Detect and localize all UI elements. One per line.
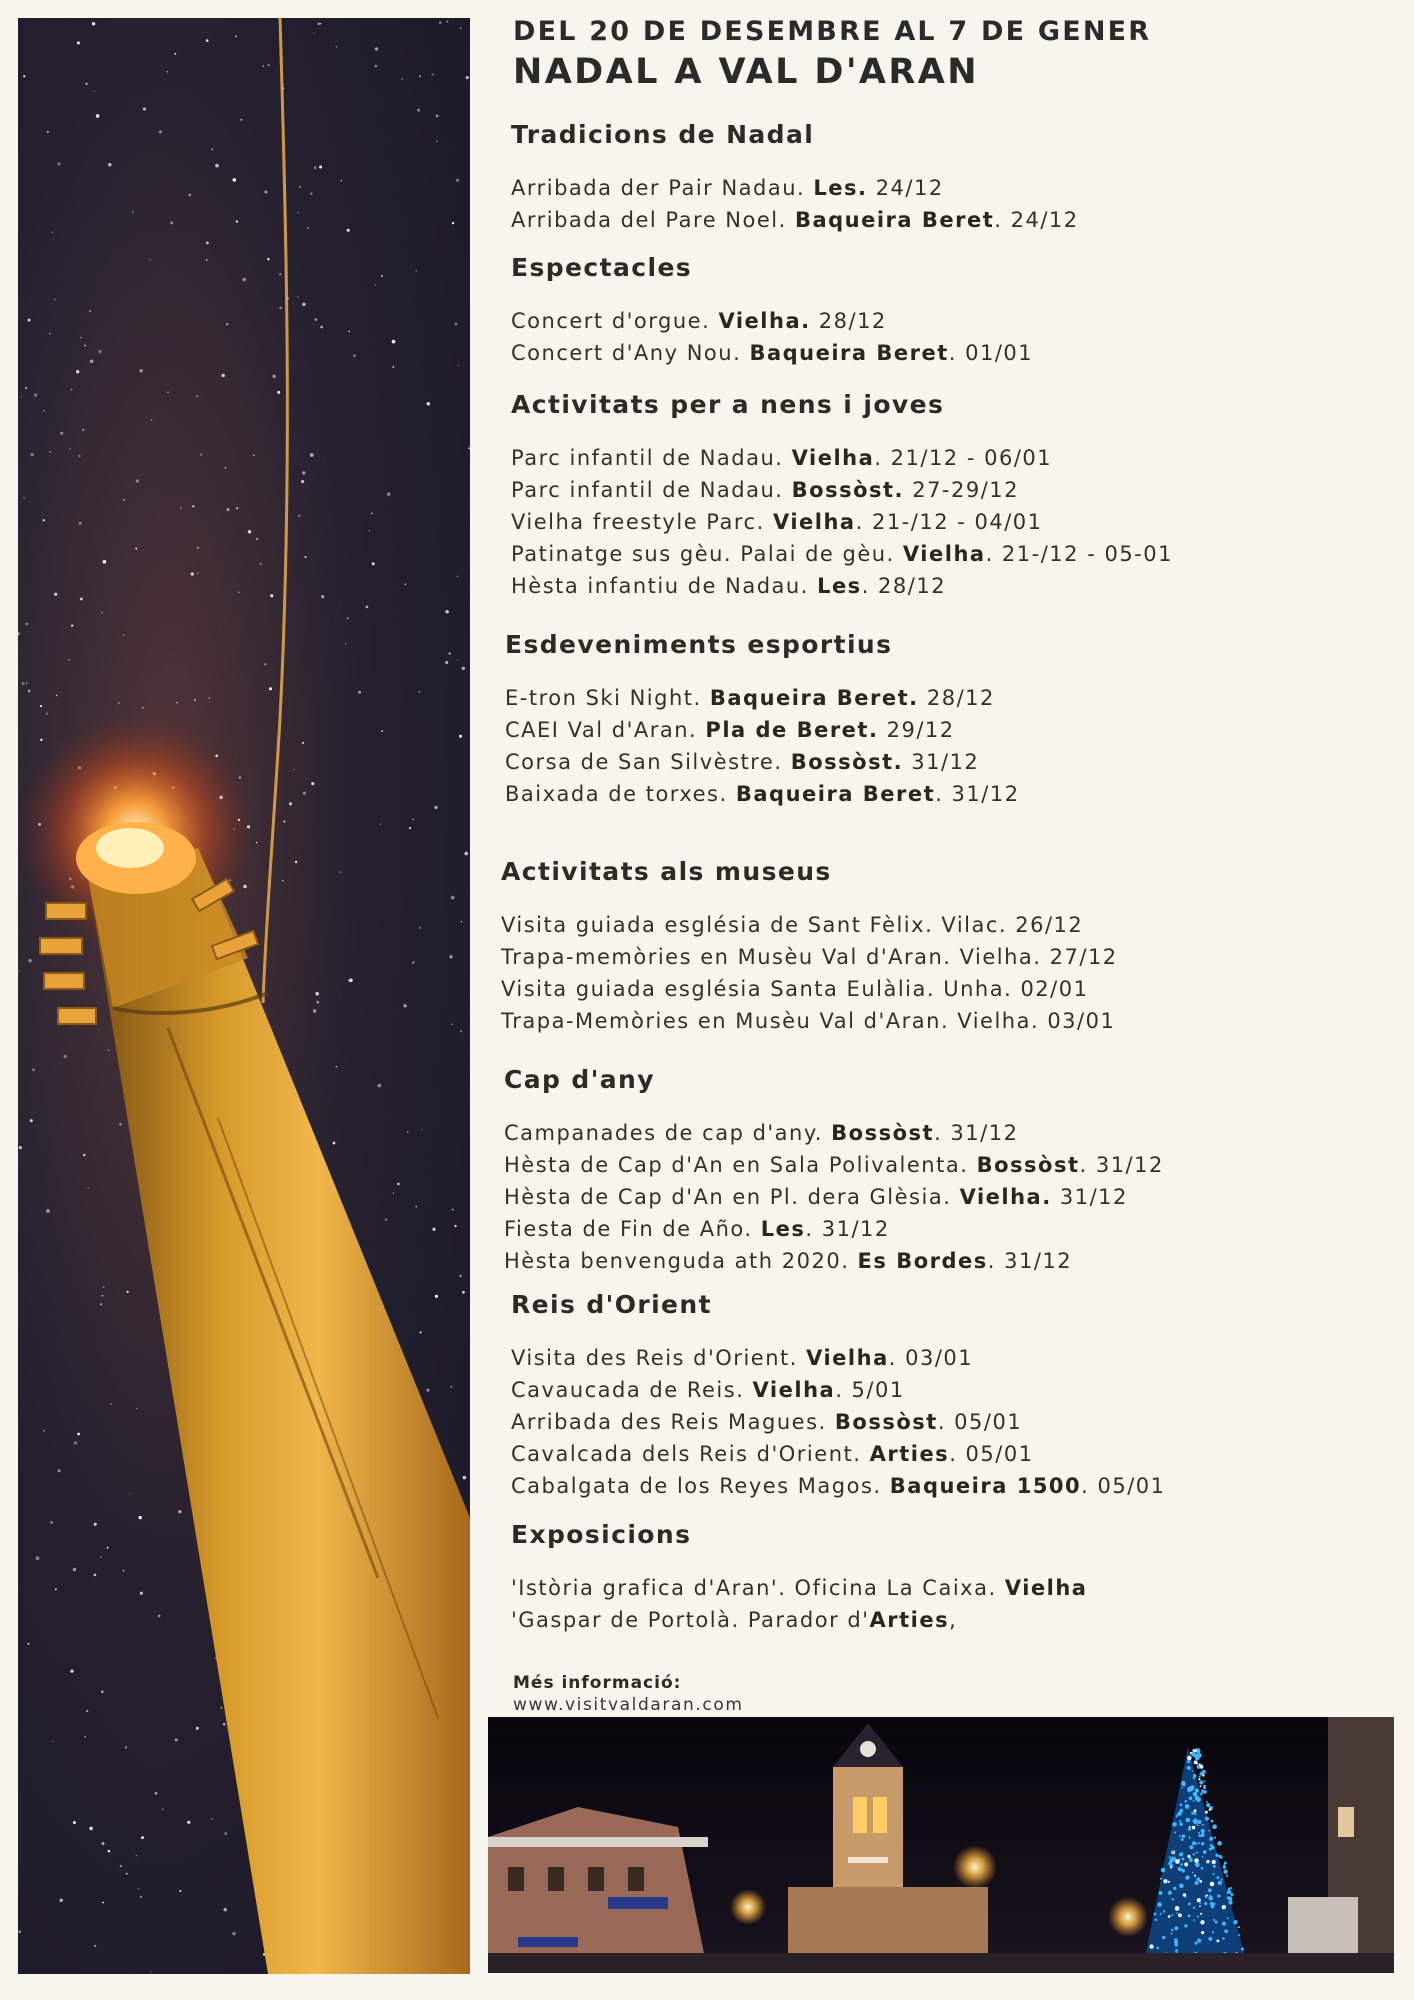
tree-light <box>1189 1845 1193 1849</box>
tree-light <box>1194 1881 1198 1885</box>
town-square-christmas-tree-photo <box>488 1717 1394 1973</box>
tree-light <box>1241 1947 1244 1950</box>
section-heading: Activitats per a nens i joves <box>511 390 945 419</box>
tree-light <box>1218 1855 1222 1859</box>
tree-light <box>1196 1877 1200 1881</box>
tree-light <box>1195 1795 1199 1799</box>
star <box>138 1888 139 1889</box>
tree-light <box>1179 1852 1183 1856</box>
star <box>223 1723 226 1726</box>
tree-light <box>1195 1862 1200 1867</box>
tree-light <box>1178 1867 1182 1871</box>
tree-light <box>1213 1873 1215 1875</box>
section-esportius <box>505 630 1365 810</box>
tree-light <box>1222 1922 1226 1926</box>
tree-light <box>1175 1859 1180 1864</box>
tree-light <box>1233 1920 1237 1924</box>
tree-light <box>1220 1879 1222 1881</box>
tree-light <box>1181 1782 1185 1786</box>
tree-light <box>1203 1786 1206 1789</box>
tree-light <box>1173 1887 1176 1890</box>
tree-light <box>1197 1938 1201 1942</box>
tree-light <box>1181 1838 1184 1841</box>
star <box>126 1873 128 1875</box>
section-exposicions <box>511 1520 1371 1636</box>
tree-light <box>1200 1792 1203 1795</box>
tree-light <box>1189 1857 1192 1860</box>
star <box>140 1896 142 1898</box>
tree-light <box>1213 1919 1215 1921</box>
tree-light <box>1210 1882 1214 1886</box>
event-item: Hèsta de Cap d'An en Pl. dera Glèsia. Vielha. 31/12 <box>504 1185 1128 1209</box>
tree-light <box>1188 1914 1191 1917</box>
tree-light <box>1194 1761 1198 1765</box>
tree-light <box>1200 1765 1204 1769</box>
event-item: Trapa-Memòries en Musèu Val d'Aran. Vielha. 03/01 <box>501 1009 1116 1033</box>
tree-light <box>1185 1896 1187 1898</box>
tree-light <box>1201 1867 1204 1870</box>
tree-light <box>1170 1866 1172 1868</box>
tree-light <box>1223 1870 1227 1874</box>
tree-light <box>1195 1942 1198 1945</box>
tree-light <box>1198 1842 1200 1844</box>
star <box>101 1842 104 1845</box>
tree-light <box>1199 1776 1201 1778</box>
tree-light <box>1175 1949 1178 1952</box>
tree-light <box>1171 1929 1173 1931</box>
star <box>108 1850 111 1853</box>
tree-light <box>1199 1780 1203 1784</box>
more-info <box>513 1672 744 1716</box>
town-illustration <box>488 1717 1394 1973</box>
star <box>223 1908 227 1912</box>
event-item: Concert d'orgue. Vielha. 28/12 <box>511 309 887 333</box>
tree-light <box>1200 1785 1202 1787</box>
tree-light <box>1227 1917 1229 1919</box>
event-item: Campanades de cap d'any. Bossòst. 31/12 <box>504 1121 1019 1145</box>
tree-light <box>1203 1850 1207 1854</box>
tree-light <box>1181 1869 1185 1873</box>
event-item: 'Istòria grafica d'Aran'. Oficina La Caixa. Vielha <box>511 1576 1088 1600</box>
tree-light <box>1191 1770 1193 1772</box>
tree-light <box>1196 1852 1198 1854</box>
tree-light <box>1216 1939 1219 1942</box>
tree-light <box>1182 1834 1186 1838</box>
tree-light <box>1210 1902 1214 1906</box>
tree-light <box>1172 1898 1174 1900</box>
tree-light <box>1230 1893 1233 1896</box>
tree-light <box>1162 1936 1166 1940</box>
tree-light <box>1230 1887 1232 1889</box>
tree-light <box>1212 1824 1217 1829</box>
tree-light <box>1187 1756 1192 1761</box>
tree-light <box>1179 1822 1183 1826</box>
tree-light <box>1209 1894 1211 1896</box>
tree-light <box>1160 1878 1162 1880</box>
tree-light <box>1238 1926 1240 1928</box>
star <box>59 1899 62 1902</box>
tree-light <box>1200 1913 1202 1915</box>
tree-light <box>1214 1837 1216 1839</box>
tree-light <box>1154 1913 1157 1916</box>
tree-light <box>1192 1872 1194 1874</box>
section-museus <box>501 857 1361 1037</box>
tree-light <box>1155 1919 1158 1922</box>
tree-light <box>1206 1894 1208 1896</box>
tree-light <box>1217 1841 1222 1846</box>
tree-light <box>1163 1879 1167 1883</box>
tree-light <box>1179 1835 1181 1837</box>
star <box>141 1836 144 1839</box>
tree-light <box>1197 1820 1201 1824</box>
star <box>224 1832 227 1835</box>
tree-light <box>1208 1896 1213 1901</box>
tree-light <box>1195 1788 1199 1792</box>
tree-light <box>1189 1826 1191 1828</box>
more-info-label: Més informació: <box>513 1673 682 1693</box>
event-item: Baixada de torxes. Baqueira Beret. 31/12 <box>505 782 1020 806</box>
tree-light <box>1189 1796 1193 1800</box>
tree-light <box>1193 1853 1195 1855</box>
tree-light <box>1222 1905 1226 1909</box>
tree-light <box>1171 1856 1173 1858</box>
event-item: Parc infantil de Nadau. Vielha. 21/12 - 06/01 <box>511 446 1053 470</box>
tree-light <box>1224 1929 1228 1933</box>
tree-light <box>1180 1803 1183 1806</box>
event-item: Parc infantil de Nadau. Bossòst. 27-29/12 <box>511 478 1020 502</box>
tree-light <box>1200 1920 1204 1924</box>
tree-light <box>1201 1842 1204 1845</box>
tree-light <box>1202 1856 1204 1858</box>
tree-light <box>1204 1902 1207 1905</box>
tree-light <box>1179 1884 1184 1889</box>
star <box>179 1890 181 1892</box>
section-heading: Activitats als museus <box>501 857 832 886</box>
tree-light <box>1194 1819 1197 1822</box>
star <box>187 1821 190 1824</box>
tree-light <box>1194 1809 1197 1812</box>
tree-light <box>1209 1838 1212 1841</box>
star <box>196 1727 199 1730</box>
star <box>211 1818 213 1820</box>
tree-light <box>1199 1905 1201 1907</box>
tree-light <box>1238 1934 1240 1936</box>
tree-light <box>1161 1868 1166 1873</box>
tree-light <box>1193 1777 1195 1779</box>
tree-light <box>1193 1774 1197 1778</box>
tree-light <box>1211 1820 1214 1823</box>
tree-light <box>1216 1876 1219 1879</box>
star <box>73 1821 76 1824</box>
event-item: Concert d'Any Nou. Baqueira Beret. 01/01 <box>511 341 1034 365</box>
star <box>94 1945 96 1947</box>
section-heading: Tradicions de Nadal <box>511 120 815 149</box>
tree-light <box>1168 1915 1171 1918</box>
tree-light <box>1174 1926 1178 1930</box>
event-item: Arribada der Pair Nadau. Les. 24/12 <box>511 176 944 200</box>
tree-light <box>1203 1790 1207 1794</box>
event-item: Hèsta de Cap d'An en Sala Polivalenta. Bossòst. 31/12 <box>504 1153 1164 1177</box>
star <box>162 1808 164 1810</box>
tree-light <box>1184 1924 1187 1927</box>
event-item: Fiesta de Fin de Año. Les. 31/12 <box>504 1217 890 1241</box>
section-tradicions <box>511 120 1371 236</box>
tree-light <box>1208 1830 1210 1832</box>
tree-light <box>1171 1932 1173 1934</box>
tree-light <box>1212 1860 1216 1864</box>
tree-light <box>1209 1809 1211 1811</box>
tree-light <box>1202 1824 1204 1826</box>
tree-light <box>1212 1931 1214 1933</box>
tree-light <box>1190 1785 1194 1789</box>
tree-light <box>1199 1763 1201 1765</box>
tree-light <box>1197 1916 1199 1918</box>
tree-light <box>1205 1811 1208 1814</box>
tree-light <box>1168 1891 1172 1895</box>
tree-light <box>1199 1772 1202 1775</box>
tree-light <box>1178 1812 1182 1816</box>
tree-light <box>1185 1800 1188 1803</box>
tree-light <box>1179 1858 1181 1860</box>
event-item: Cavalcada dels Reis d'Orient. Arties. 05/01 <box>511 1442 1034 1466</box>
tree-light <box>1215 1920 1218 1923</box>
tree-light <box>1188 1902 1190 1904</box>
event-item: Trapa-memòries en Musèu Val d'Aran. Vielha. 27/12 <box>501 945 1118 969</box>
section-heading: Reis d'Orient <box>511 1290 712 1319</box>
event-item: Cabalgata de los Reyes Magos. Baqueira 1500. 05/01 <box>511 1474 1166 1498</box>
tree-light <box>1229 1900 1233 1904</box>
event-item: Corsa de San Silvèstre. Bossòst. 31/12 <box>505 750 980 774</box>
star <box>136 1855 138 1857</box>
section-heading: Espectacles <box>511 253 693 282</box>
event-item: 'Gaspar de Portolà. Parador d'Arties, <box>511 1608 958 1632</box>
tree-light <box>1228 1896 1232 1900</box>
star <box>84 1736 86 1738</box>
tree-light <box>1208 1888 1212 1892</box>
tree-light <box>1193 1919 1195 1921</box>
tree-light <box>1156 1947 1159 1950</box>
section-heading: Esdeveniments esportius <box>505 630 893 659</box>
tree-light <box>1205 1817 1209 1821</box>
tree-light <box>1178 1913 1182 1917</box>
event-item: CAEI Val d'Aran. Pla de Beret. 29/12 <box>505 718 955 742</box>
tree-light <box>1213 1865 1216 1868</box>
tree-light <box>1201 1833 1205 1837</box>
tree-light <box>1157 1902 1162 1907</box>
tree-light <box>1211 1846 1215 1850</box>
tree-light <box>1176 1912 1178 1914</box>
section-heading: Exposicions <box>511 1520 692 1549</box>
tree-light <box>1197 1824 1199 1826</box>
tree-light <box>1198 1778 1200 1780</box>
event-item: Cavaucada de Reis. Vielha. 5/01 <box>511 1378 905 1402</box>
tree-light <box>1160 1913 1162 1915</box>
star <box>155 1792 158 1795</box>
tree-light <box>1176 1814 1178 1816</box>
tree-light <box>1174 1831 1176 1833</box>
tree-light <box>1169 1856 1171 1858</box>
tree-light <box>1224 1862 1227 1865</box>
star <box>52 1741 53 1742</box>
event-item: Vielha freestyle Parc. Vielha. 21-/12 - 04/01 <box>511 510 1043 534</box>
tree-light <box>1201 1829 1205 1833</box>
tree-light <box>1223 1866 1226 1869</box>
event-item: Visita guiada església de Sant Fèlix. Vilac. 26/12 <box>501 913 1084 937</box>
tree-light <box>1149 1944 1153 1948</box>
section-nens-joves <box>511 390 1371 602</box>
tree-light <box>1187 1766 1191 1770</box>
tree-light <box>1171 1914 1173 1916</box>
event-item: Patinatge sus gèu. Palai de gèu. Vielha. 21-/12 - 05-01 <box>511 542 1173 566</box>
star <box>120 1865 122 1867</box>
tree-light <box>1199 1902 1201 1904</box>
tree-light <box>1194 1749 1197 1752</box>
star <box>232 1932 236 1936</box>
event-item: Hèsta benvenguda ath 2020. Es Bordes. 31/12 <box>504 1249 1073 1273</box>
tree-light <box>1182 1858 1185 1861</box>
tree-light <box>1226 1875 1228 1877</box>
event-item: Arribada des Reis Magues. Bossòst. 05/01 <box>511 1410 1023 1434</box>
tree-light <box>1172 1822 1177 1827</box>
star <box>102 1902 104 1904</box>
page-title: NADAL A VAL D'ARAN <box>513 52 979 92</box>
date-range: DEL 20 DE DESEMBRE AL 7 DE GENER <box>513 16 1152 47</box>
star <box>125 1746 127 1748</box>
star <box>150 1971 151 1972</box>
section-reis <box>511 1290 1371 1502</box>
star <box>175 1738 178 1741</box>
tree-light <box>1194 1858 1199 1863</box>
tree-light <box>1188 1827 1191 1830</box>
tree-light <box>1206 1860 1209 1863</box>
tree-light <box>1163 1910 1165 1912</box>
section-espectacles <box>511 253 1371 369</box>
section-cap-any <box>504 1065 1364 1277</box>
website-link[interactable]: www.visitvaldaran.com <box>513 1695 744 1715</box>
tree-light <box>1180 1863 1183 1866</box>
tree-light <box>1184 1862 1188 1866</box>
tree-light <box>1194 1875 1196 1877</box>
event-item: Arribada del Pare Noel. Baqueira Beret. 24/12 <box>511 208 1079 232</box>
section-heading: Cap d'any <box>504 1065 655 1094</box>
event-item: E-tron Ski Night. Baqueira Beret. 28/12 <box>505 686 995 710</box>
tree-light <box>1222 1937 1225 1940</box>
tree-light <box>1187 1760 1190 1763</box>
star <box>18 1930 21 1933</box>
tree-light <box>1192 1826 1196 1830</box>
tree-light <box>1192 1750 1194 1752</box>
tree-light <box>1227 1892 1229 1894</box>
tree-light <box>1168 1881 1170 1883</box>
tree-light <box>1206 1801 1208 1803</box>
tree-light <box>1179 1820 1181 1822</box>
tree-light <box>1174 1940 1178 1944</box>
event-item: Visita des Reis d'Orient. Vielha. 03/01 <box>511 1346 974 1370</box>
tree-light <box>1208 1937 1212 1941</box>
tree-light <box>1218 1881 1222 1885</box>
tree-light <box>1172 1850 1175 1853</box>
tree-light <box>1187 1789 1191 1793</box>
tree-light <box>1217 1894 1220 1897</box>
tree-light <box>1193 1907 1195 1909</box>
tree-light <box>1201 1931 1204 1934</box>
tree-light <box>1197 1755 1199 1757</box>
tree-light <box>1197 1898 1201 1902</box>
tree-light <box>1215 1854 1218 1857</box>
tree-light <box>1175 1906 1180 1911</box>
star <box>89 1827 93 1831</box>
tree-light <box>1185 1875 1189 1879</box>
tree-light <box>1159 1891 1163 1895</box>
tree-light <box>1206 1803 1210 1807</box>
tree-light <box>1181 1787 1183 1789</box>
tree-light <box>1185 1804 1190 1809</box>
tree-light <box>1204 1780 1206 1782</box>
event-item: Hèsta infantiu de Nadau. Les. 28/12 <box>511 574 947 598</box>
event-item: Visita guiada església Santa Eulàlia. Unha. 02/01 <box>501 977 1089 1001</box>
tree-light <box>1188 1837 1190 1839</box>
tree-light <box>1194 1812 1197 1815</box>
tree-light <box>1191 1811 1194 1814</box>
tree-light <box>1186 1818 1191 1823</box>
tree-light <box>1198 1832 1200 1834</box>
tree-light <box>1192 1841 1196 1845</box>
tree-light <box>1168 1861 1172 1865</box>
tree-light <box>1193 1800 1195 1802</box>
